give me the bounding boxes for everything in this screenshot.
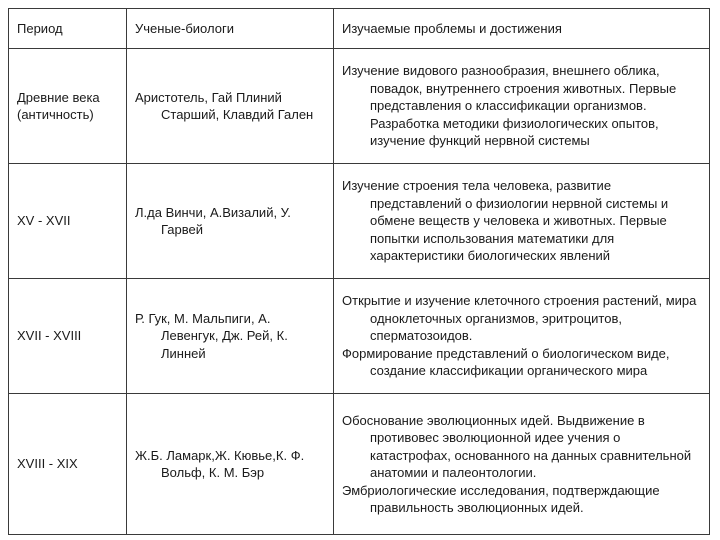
table-row bbox=[9, 279, 710, 394]
problems-paragraph: Изучение строения тела человека, развитие представлений о физиологии нервной системы и обмене веществ у человека и животных. Первые попытки использования математики для характеристики биологических явлений bbox=[342, 178, 669, 264]
problems-cell bbox=[334, 164, 710, 279]
table-row bbox=[9, 164, 710, 279]
scientists-text: Ж.Б. Ламарк,Ж. Кювье,К. Ф. Вольф, К. М. Бэр bbox=[135, 447, 305, 480]
header-scientists: Ученые-биологи bbox=[127, 9, 334, 49]
table-row bbox=[9, 49, 710, 164]
period-cell: XVII - XVIII bbox=[9, 279, 127, 394]
history-table bbox=[8, 8, 710, 535]
problems-paragraph: Формирование представлений о биологическом виде, создание классификации органического мира bbox=[342, 345, 670, 379]
problems-paragraph: Открытие и изучение клеточного строения растений, мира одноклеточных организмов, эритроцитов, сперматозоидов. bbox=[342, 293, 697, 344]
problems-paragraph: Эмбриологические исследования, подтверждающие правильность эволюционных идей. bbox=[342, 482, 660, 515]
period-cell: XVIII - XIX bbox=[9, 394, 127, 535]
header-problems: Изучаемые проблемы и достижения bbox=[334, 9, 710, 49]
scientists-cell bbox=[127, 394, 334, 535]
scientists-cell bbox=[127, 49, 334, 164]
problems-paragraph: Обоснование эволюционных идей. Выдвижение в противовес эволюционной идее учения о катастрофах, основанного на данных сравнительной анатомии и палеонтологии. bbox=[342, 412, 692, 480]
problems-paragraph: Изучение видового разнообразия, внешнего облика, повадок, внутреннего строения животных. Первые представления о классификации организмов. Разработка методики физиологических опытов, изучение функций нервной системы bbox=[342, 63, 677, 149]
period-cell: XV - XVII bbox=[9, 164, 127, 279]
header-period: Период bbox=[9, 9, 127, 49]
scientists-text: Р. Гук, М. Мальпиги, А. Левенгук, Дж. Рей, К. Линней bbox=[135, 310, 288, 361]
problems-cell bbox=[334, 394, 710, 535]
problems-cell bbox=[334, 49, 710, 164]
header-row bbox=[9, 9, 710, 49]
scientists-cell bbox=[127, 279, 334, 394]
period-cell: Древние века (античность) bbox=[9, 49, 127, 164]
table-row bbox=[9, 394, 710, 535]
scientists-cell bbox=[127, 164, 334, 279]
problems-cell bbox=[334, 279, 710, 394]
scientists-text: Л.да Винчи, А.Визалий, У. Гарвей bbox=[135, 204, 291, 237]
scientists-text: Аристотель, Гай Плиний Старший, Клавдий Гален bbox=[135, 89, 314, 122]
